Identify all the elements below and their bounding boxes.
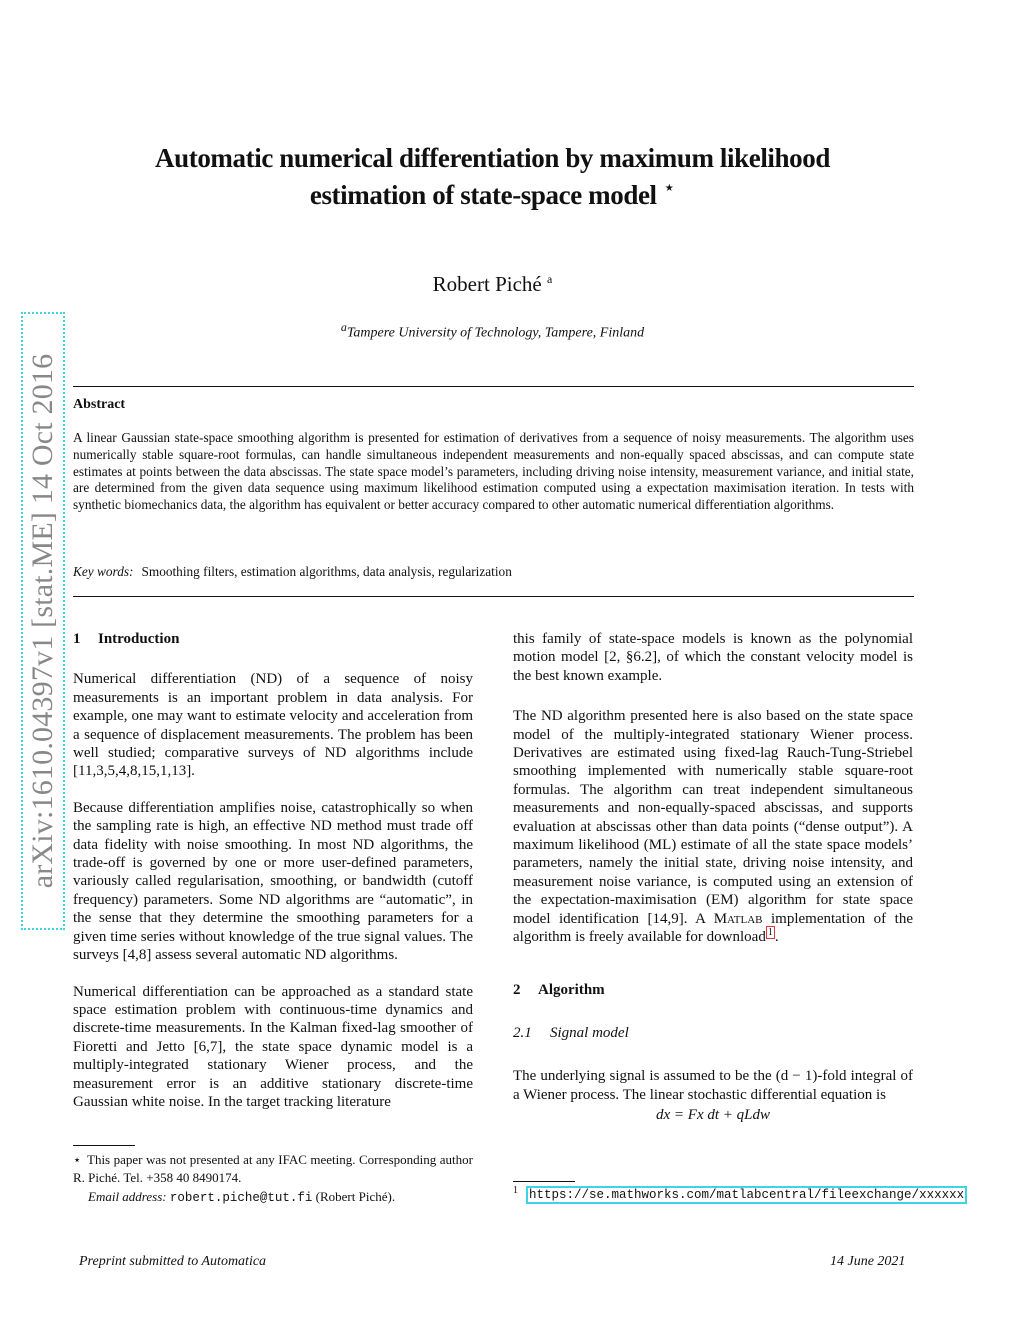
paragraph: Because differentiation amplifies noise, catastrophically so when the sampling rate is high, an effective ND method must trade off data fidelity with noise smoothing. In most ND algorithms, the trade-off is governed by one or more user-defined parameters, variously called regularisation, smoothing, or bandwidth (cutoff frequency) parameters. Some ND algorithms are “automatic”, in the sense that they determine the smoothing parameters for a given time series without knowledge of the true signal values. The surveys [4,8] assess several automatic ND algorithms. xyxy=(73,799,473,964)
arxiv-identifier: arXiv:1610.04397v1 [stat.ME] 14 Oct 2016 xyxy=(26,353,59,889)
affiliation-mark: a xyxy=(340,320,347,334)
affiliation-text: Tampere University of Technology, Tampere, Finland xyxy=(346,325,645,341)
title-footnote-mark: ⋆ xyxy=(663,177,676,199)
section-2-heading: 2 Algorithm xyxy=(513,981,605,998)
right-column xyxy=(513,630,913,1125)
footnote-1-mark: 1 xyxy=(513,1184,518,1196)
email-name: (Robert Piché). xyxy=(315,1189,396,1204)
abstract-text: A linear Gaussian state-space smoothing algorithm is presented for estimation of derivatives from a sequence of noisy measurements. The algorithm uses numerically stable square-root formulas, can handle simultaneous independent measurements and non-equally spaced abscissas, and can compute state estimates at points between the data abscissas. The state space model’s parameters, including driving noise intensity, measurement variance, and initial state, are determined from the given data sequence using maximum likelihood estimation computed using a expectation maximisation iteration. In tests with synthetic biomechanics data, the algorithm has equivalent or better accuracy compared to other automatic numerical differentiation algorithms. xyxy=(73,430,914,513)
affiliation xyxy=(0,320,985,342)
paragraph: this family of state-space models is known as the polynomial motion model [2, §6.2], of which the constant velocity model is the best known example. xyxy=(513,631,913,684)
footnote-star-text: This paper was not presented at any IFAC meeting. Corresponding author R. Piché. Tel. +358 40 8490174. xyxy=(73,1152,473,1185)
paragraph: The ND algorithm presented here is also based on the state space model of the multiply-integrated stationary Wiener process. Derivatives are estimated using fixed-lag Rauch-Tung-Striebel smoothing implemented with numerically stable square-root formulas. The algorithm can treat independent simultaneous measurements and non-equally-spaced abscissas, and supports evaluation at abscissas other than data points (“dense output”). A maximum likelihood (ML) estimate of all the state space models’ parameters, namely the initial state, driving noise intensity, and measurement noise variance, is computed using an extension of the expectation-maximisation (EM) algorithm for state space model identification [14,9]. A Matlab implementation of the algorithm is freely available for download $^1$ . xyxy=(513,708,913,946)
author-mark: a xyxy=(546,272,553,286)
matlab-name: Matlab xyxy=(713,910,763,927)
title-line-1: Automatic numerical differentiation by maximum likelihood xyxy=(155,143,830,173)
footnote-1-link[interactable]: 1 xyxy=(767,927,773,939)
keywords-text: Smoothing filters, estimation algorithms, data analysis, regularization xyxy=(141,564,512,579)
left-column xyxy=(73,630,473,1111)
author xyxy=(0,272,985,297)
equation: dx = Fx dt + qLdw xyxy=(656,1107,770,1124)
footnote-1 xyxy=(513,1185,1003,1204)
paper-title xyxy=(110,140,875,214)
footnote-rule-right xyxy=(513,1181,575,1182)
abstract-heading: Abstract xyxy=(73,397,126,412)
subsection-2-1-heading: 2.1 Signal model xyxy=(513,1024,629,1041)
title-line-2: estimation of state-space model ⋆ xyxy=(309,177,676,210)
footer-date: 14 June 2021 xyxy=(830,1254,906,1269)
footnote-url-link[interactable]: https://se.mathworks.com/matlabcentral/fileexchange/xxxxxx xyxy=(526,1186,967,1204)
abstract-bottom-rule xyxy=(73,596,914,597)
abstract-top-rule xyxy=(73,386,914,387)
footnote-star xyxy=(73,1151,473,1207)
footer-submission: Preprint submitted to Automatica xyxy=(79,1254,267,1269)
author-name: Robert Piché xyxy=(432,272,542,296)
footnote-rule-left xyxy=(73,1145,135,1146)
keywords xyxy=(73,564,512,580)
arxiv-stamp xyxy=(21,312,65,930)
email-label: Email address: xyxy=(88,1189,167,1204)
email-address: robert.piche@tut.fi xyxy=(169,1191,313,1205)
paragraph: The underlying signal is assumed to be the (d − 1)-fold integral of a Wiener process. The linear stochastic differential equation is xyxy=(513,1068,913,1103)
footnote-star-mark: ⋆ xyxy=(73,1152,82,1167)
paragraph: Numerical differentiation (ND) of a sequence of noisy measurements is an important problem in data analysis. For example, one may want to estimate velocity and acceleration from a sequence of displacement measurements. The problem has been well studied; comparative surveys of ND algorithms include [11,3,5,4,8,15,1,13]. xyxy=(73,671,473,780)
keywords-label: Key words: xyxy=(73,564,134,579)
email-line xyxy=(73,1188,473,1207)
section-1-heading: 1 Introduction xyxy=(73,631,180,647)
paragraph: Numerical differentiation can be approached as a standard state space estimation problem with continuous-time dynamics and discrete-time measurements. In the Kalman fixed-lag smoother of Fioretti and Jetto [6,7], the state space dynamic model is a multiply-integrated stationary Wiener process, and the measurement error is an additive stationary discrete-time Gaussian white noise. In the target tracking literature xyxy=(73,983,473,1110)
